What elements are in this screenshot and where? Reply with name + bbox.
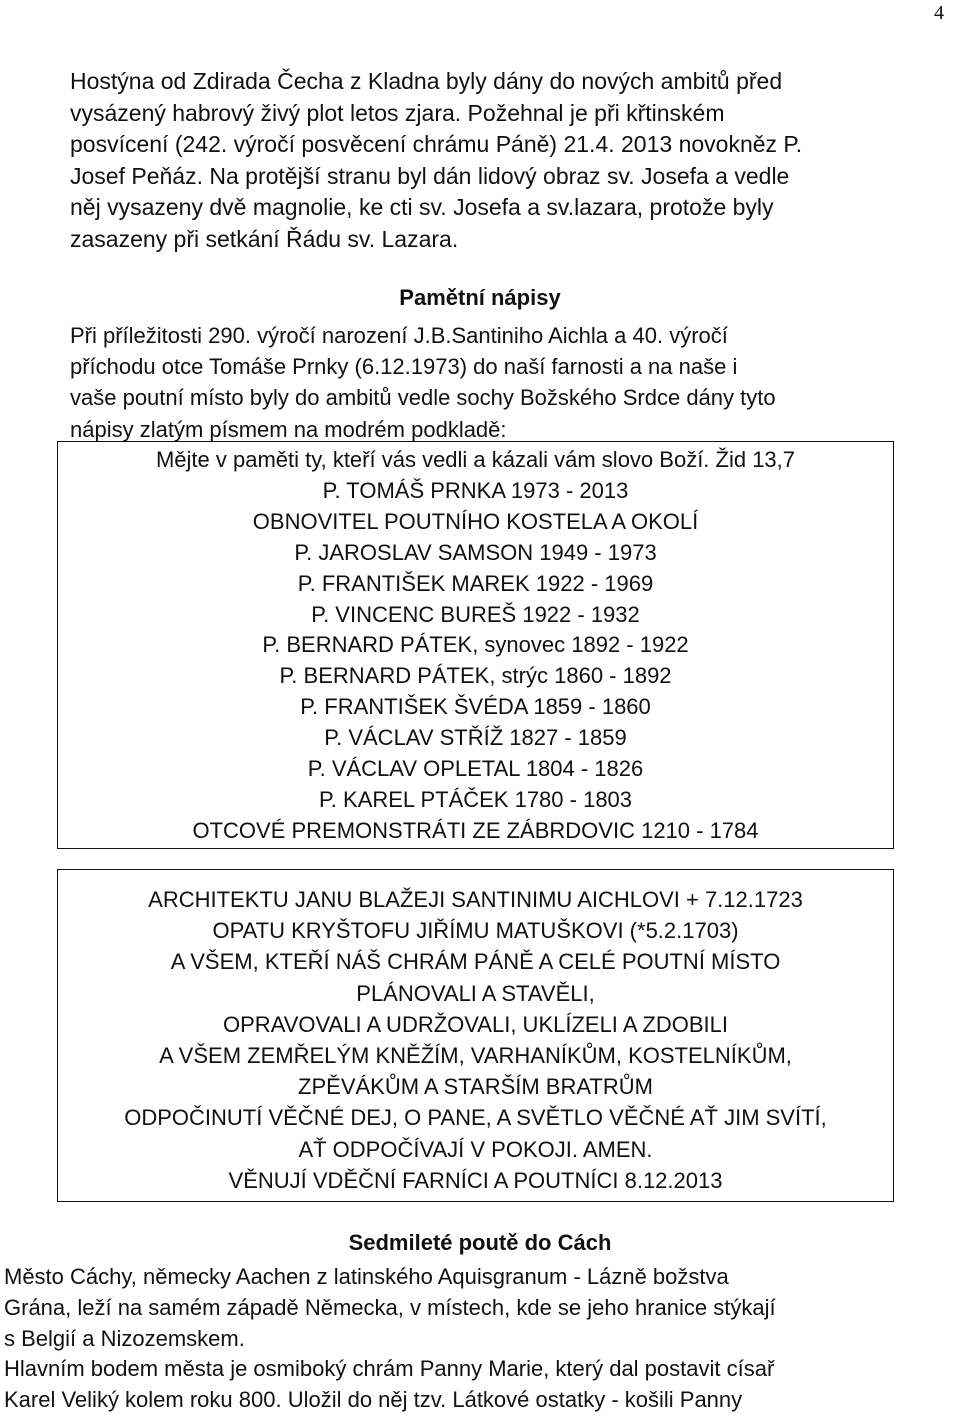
inscription-line: AŤ ODPOČÍVAJÍ V POKOJI. AMEN. — [298, 1136, 653, 1162]
text-line: Karel Veliký kolem roku 800. Uložil do něj tzv. Látkové ostatky - košili Panny — [4, 1387, 743, 1413]
inscription-box-dedication — [57, 869, 894, 1202]
inscription-box-priests — [57, 441, 894, 849]
inscription-line: OBNOVITEL POUTNÍHO KOSTELA A OKOLÍ — [252, 508, 699, 534]
inscription-line: P. BERNARD PÁTEK, synovec 1892 - 1922 — [262, 632, 689, 658]
inscription-line: A VŠEM ZEMŘELÝM KNĚŽÍM, VARHANÍKŮM, KOSTELNÍKŮM, — [159, 1043, 792, 1069]
text-line: Hostýna od Zdirada Čecha z Kladna byly dány do nových ambitů před — [70, 68, 783, 94]
inscription-line: OPRAVOVALI A UDRŽOVALI, UKLÍZELI A ZDOBILI — [223, 1011, 728, 1037]
inscription-line: P. FRANTIŠEK MAREK 1922 - 1969 — [297, 570, 654, 596]
inscription-line: ZPĚVÁKŮM A STARŠÍM BRATRŮM — [298, 1074, 653, 1100]
inscription-line: A VŠEM, KTEŘÍ NÁŠ CHRÁM PÁNĚ A CELÉ POUTNÍ MÍSTO — [170, 949, 781, 975]
text-line: Grána, leží na samém západě Německa, v místech, kde se jeho hranice stýkají — [4, 1294, 776, 1320]
inscription-line: ARCHITEKTU JANU BLAŽEJI SANTINIMU AICHLOVI + 7.12.1723 — [148, 887, 803, 912]
inscription-line: OTCOVÉ PREMONSTRÁTI ZE ZÁBRDOVIC 1210 - 1784 — [192, 817, 759, 843]
section-title-cachy: Sedmileté poutě do Cách — [348, 1230, 612, 1255]
inscription-line: VĚNUJÍ VDĚČNÍ FARNÍCI A POUTNÍCI 8.12.2013 — [228, 1167, 723, 1193]
text-line: Při příležitosti 290. výročí narození J.B.Santiniho Aichla a 40. výročí — [70, 323, 728, 348]
inscription-line: OPATU KRYŠTOFU JIŘÍMU MATUŠKOVI (*5.2.1703) — [212, 918, 739, 944]
text-line: vaše poutní místo byly do ambitů vedle sochy Božského Srdce dány tyto — [70, 385, 776, 411]
page-number: 4 — [934, 2, 944, 24]
text-line: Josef Peňáz. Na protější stranu byl dán lidový obraz sv. Josefa a vedle — [70, 162, 790, 189]
inscription-line: P. VINCENC BUREŠ 1922 - 1932 — [311, 601, 640, 627]
inscription-line: PLÁNOVALI A STAVĚLI, — [356, 980, 595, 1006]
inscription-line: P. VÁCLAV OPLETAL 1804 - 1826 — [307, 756, 644, 782]
pametni-paragraph — [70, 320, 960, 445]
text-line: posvícení (242. výročí posvěcení chrámu Páně) 21.4. 2013 novokněz P. — [70, 131, 803, 158]
text-line: něj vysazeny dvě magnolie, ke cti sv. Josefa a sv.lazara, protože byly — [70, 194, 774, 221]
cachy-paragraph — [4, 1262, 954, 1416]
inscription-line: Mějte v paměti ty, kteří vás vedli a kázali vám slovo Boží. Žid 13,7 — [155, 447, 796, 472]
inscription-line: P. VÁCLAV STŘÍŽ 1827 - 1859 — [324, 725, 627, 751]
intro-paragraph — [70, 66, 950, 256]
text-line: Hlavním bodem města je osmiboký chrám Panny Marie, který dal postavit císař — [4, 1356, 775, 1382]
inscription-line: P. TOMÁŠ PRNKA 1973 - 2013 — [322, 477, 629, 503]
text-line: zasazeny při setkání Řádu sv. Lazara. — [70, 225, 459, 252]
text-line: příchodu otce Tomáše Prnky (6.12.1973) do naší farnosti a na naše i — [70, 354, 738, 380]
inscription-line: P. FRANTIŠEK ŠVÉDA 1859 - 1860 — [300, 694, 651, 720]
section-title-pametni-napisy: Pamětní nápisy — [399, 285, 561, 310]
text-line: s Belgií a Nizozemskem. — [4, 1325, 245, 1351]
text-line: nápisy zlatým písmem na modrém podkladě: — [70, 416, 507, 442]
text-line: Město Cáchy, německy Aachen z latinského Aquisgranum - Lázně božstva — [4, 1264, 729, 1289]
inscription-line: P. JAROSLAV SAMSON 1949 - 1973 — [294, 539, 657, 565]
inscription-line: ODPOČINUTÍ VĚČNÉ DEJ, O PANE, A SVĚTLO VĚČNÉ AŤ JIM SVÍTÍ, — [124, 1105, 827, 1131]
inscription-line: P. KAREL PTÁČEK 1780 - 1803 — [318, 786, 633, 812]
inscription-line: P. BERNARD PÁTEK, strýc 1860 - 1892 — [279, 663, 672, 689]
text-line: vysázený habrový živý plot letos zjara. Požehnal je při křtinském — [70, 99, 725, 126]
